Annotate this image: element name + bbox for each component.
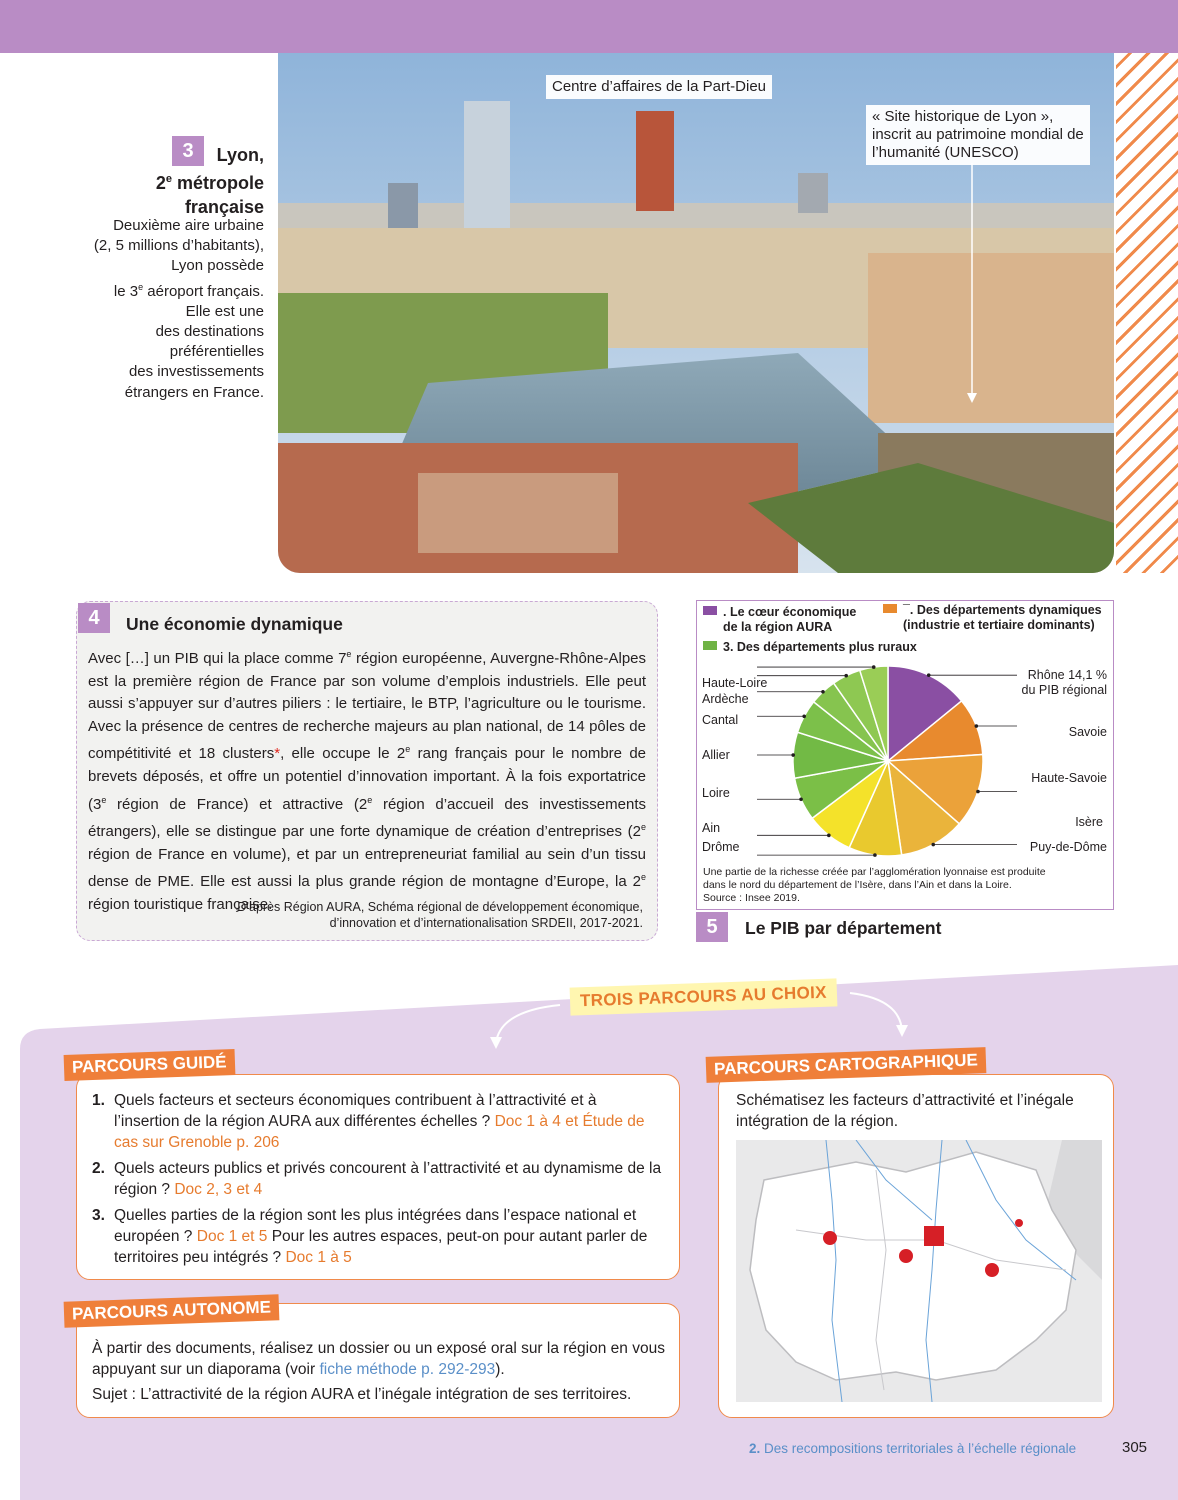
doc4-text: Avec […] un PIB qui la place comme 7e région européenne, Auvergne-Rhône-Alpes est la première région de France par son volume d’emplois industriels. Elle peut aussi s’appuyer sur d’autres piliers : le tertiaire, le BTP, l’agriculture ou le tourisme. Avec la présence de centres de recherche majeurs au plan national, de 14 pôles de compétitivité et 18 clusters*, elle occupe le 2e rang français pour le nombre de brevets déposés, et offre un potentiel d’innovation important. À la fois exportatrice (3e région de France) et attractive (2e région d’accueil des investissements étrangers), elle se distingue par une forte dynamique de création d’entreprises (2e région de France en volume), et par un entrepreneuriat familial au sein d’un tissu dense de PME. Elle est aussi la plus grande région de montagne d’Europe, la 2e région touristique française. <box>88 649 647 913</box>
legend-swatch-1 <box>703 606 717 615</box>
doc-reference-q3b[interactable]: Doc 1 à 5 <box>285 1249 352 1266</box>
doc-number-4: 4 <box>78 603 110 633</box>
legend-swatch-2 <box>883 604 897 613</box>
doc-reference-q2[interactable]: Doc 2, 3 et 4 <box>174 1181 263 1198</box>
slice-label-cantal: Cantal <box>702 713 739 727</box>
footer-chapter: 2. Des recompositions territoriales à l’échelle régionale <box>749 1441 1077 1456</box>
doc5-title: Le PIB par département <box>745 918 942 938</box>
parcours-autonome-text: À partir des documents, réalisez un dossier ou un exposé oral sur la région en vous appuyant sur un diaporama (voir fiche méthode p. 292-293). Sujet : L’attractivité de la région AURA et l’inégale intégration de ses territoires. <box>92 1340 665 1403</box>
legend-swatch-3 <box>703 641 717 650</box>
slice-label-rhone: Rhône 14,1 % du PIB régional <box>1021 668 1107 697</box>
legend-item-3: 3. Des départements plus ruraux <box>703 640 917 655</box>
photo-label-site-historique: « Site historique de Lyon », inscrit au patrimoine mondial de l’humanité (UNESCO) <box>866 105 1090 165</box>
question-1: 1. Quels facteurs et secteurs économiques contribuent à l’attractivité et à l’insertion de la région AURA aux différentes échelles ? Doc 1 à 4 et Étude de cas sur Grenoble p. 206 <box>92 1092 645 1151</box>
blank-map <box>736 1140 1102 1402</box>
doc-number-3: 3 <box>172 136 204 166</box>
slice-label-ardeche: Ardèche <box>702 692 749 706</box>
slice-label-isere: Isère <box>1075 815 1103 829</box>
doc-reference-q1[interactable]: Doc 1 à 4 et Étude de cas sur Grenoble p. 206 <box>114 1113 645 1151</box>
parcours-carto-tab: PARCOURS CARTOGRAPHIQUE <box>706 1047 987 1083</box>
glossary-star[interactable]: * <box>274 745 281 763</box>
map-city-dot <box>985 1263 999 1277</box>
slice-label-savoie: Savoie <box>1068 725 1107 739</box>
photo-label-part-dieu: Centre d’affaires de la Part-Dieu <box>546 75 772 99</box>
doc3-title: Lyon, 2e métropole française <box>155 145 264 217</box>
parcours-carto-text: Schématisez les facteurs d’attractivité et l’inégale intégration de la région. <box>736 1092 1074 1130</box>
parcours-autonome-tab: PARCOURS AUTONOME <box>64 1294 280 1327</box>
slice-label-drome: Drôme <box>702 840 740 854</box>
question-3: 3. Quelles parties de la région sont les plus intégrées dans l’espace national et européen ? Doc 1 et 5 Pour les autres espaces, peut-on pour autant parler de territoires peu intégrés ? Doc 1 à 5 <box>92 1207 648 1266</box>
map-metropole-square <box>924 1226 944 1246</box>
doc-number-5: 5 <box>696 912 728 942</box>
top-color-band <box>0 0 1178 53</box>
slice-label-loire: Loire <box>702 786 730 800</box>
map-city-dot <box>823 1231 837 1245</box>
question-list <box>92 1090 666 1273</box>
slice-label-haute-loire: Haute-Loire <box>702 676 768 690</box>
parcours-guide-tab: PARCOURS GUIDÉ <box>64 1049 235 1081</box>
pib-chart <box>696 600 1114 910</box>
slice-label-haute-savoie: Haute-Savoie <box>1031 771 1107 785</box>
map-city-dot <box>1015 1219 1023 1227</box>
doc3-caption: Deuxième aire urbaine (2, 5 millions d’habitants), Lyon possède le 3e aéroport français. Elle est une des destinations préférentielles des investissements étrangers en France. <box>93 217 264 401</box>
page-number: 305 <box>1122 1439 1148 1456</box>
lyon-photo <box>278 53 1114 573</box>
doc-reference-q3a[interactable]: Doc 1 et 5 <box>196 1228 268 1245</box>
map-city-dot <box>899 1249 913 1263</box>
decorative-hatch <box>1116 53 1178 573</box>
legend-item-1: . Le cœur économique de la région AURA <box>703 605 856 635</box>
question-2: 2. Quels acteurs publics et privés concourent à l’attractivité et au dynamisme de la région ? Doc 2, 3 et 4 <box>92 1160 662 1198</box>
slice-label-ain: Ain <box>702 821 721 835</box>
parcours-banner: TROIS PARCOURS AU CHOIX <box>570 978 838 1015</box>
chart-note: Une partie de la richesse créée par l’agglomération lyonnaise est produite dans le nord du département de l’Isère, dans l’Ain et dans la Loire. Source : Insee 2019. <box>703 866 1046 904</box>
doc4-title: Une économie dynamique <box>126 614 343 634</box>
slice-label-allier: Allier <box>702 748 730 762</box>
fiche-methode-link[interactable]: fiche méthode p. 292-293 <box>319 1361 496 1378</box>
legend-item-2: ¯. Des départements dynamiques (industrie et tertiaire dominants) <box>883 603 1102 633</box>
doc4-source: D’après Région AURA, Schéma régional de développement économique, d’innovation et d’internationalisation SRDEII, 2017-2021. <box>237 900 643 930</box>
slice-label-puy-de-dome: Puy-de-Dôme <box>1029 840 1107 854</box>
